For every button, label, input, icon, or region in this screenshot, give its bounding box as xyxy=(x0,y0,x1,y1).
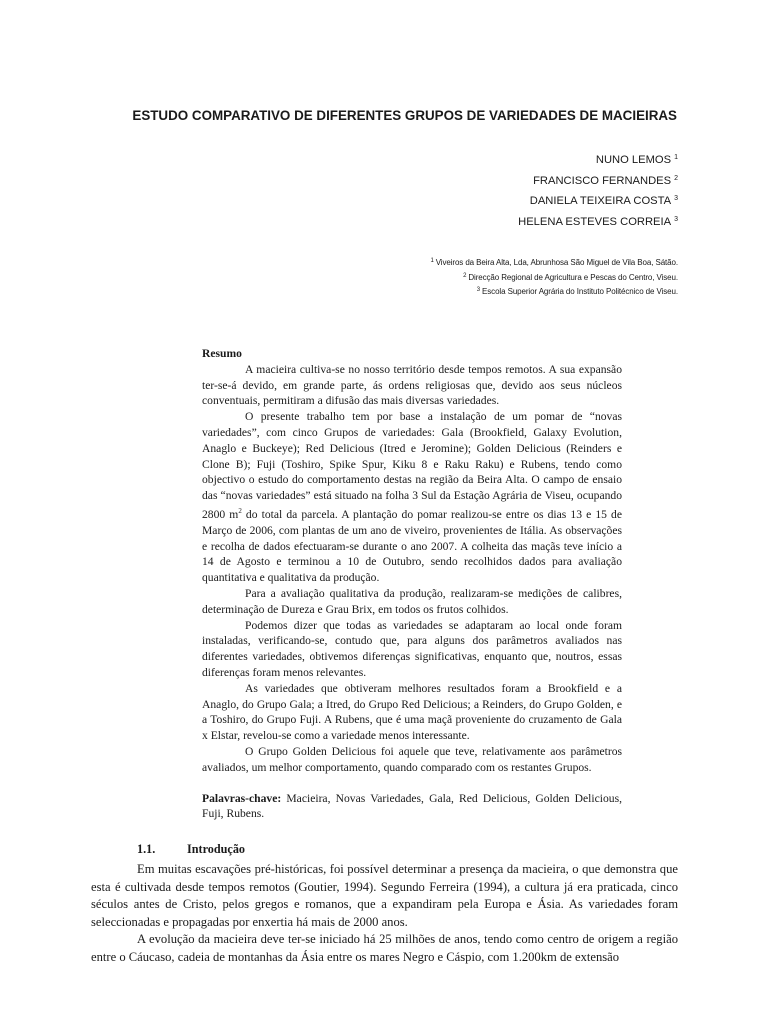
abstract-paragraph-1: A macieira cultiva-se no nosso território desde tempos remotos. A sua expansão ter-se-á devido, em grande parte, ás ordens religiosas que, devido aos seus núcleos conventuais, permitiram a difusão das mais diversas variedades. xyxy=(202,362,622,408)
author-affil-mark: 3 xyxy=(674,215,678,223)
abstract-paragraph-4: Podemos dizer que todas as variedades se adaptaram ao local onde foram instaladas, verificando-se, contudo que, para alguns dos parâmetros avaliados nas diferentes variedades, obtivemos diferenças significativas, enquanto que, noutros, essas diferenças foram menos relevantes. xyxy=(202,618,622,679)
affil-text: Direcção Regional de Agricultura e Pescas do Centro, Viseu. xyxy=(468,272,678,282)
abstract-paragraph-2 xyxy=(202,409,622,586)
author-3 xyxy=(518,190,678,211)
section-heading xyxy=(137,842,245,857)
keywords-list: Macieira, Novas Variedades, Gala, Red Delicious, Golden Delicious, Fuji, Rubens. xyxy=(202,791,622,821)
author-name: FRANCISCO FERNANDES xyxy=(533,174,672,187)
abstract-heading: Resumo xyxy=(202,347,242,360)
affiliation-3 xyxy=(430,284,678,299)
abstract-paragraph-6: O Grupo Golden Delicious foi aquele que teve, relativamente aos parâmetros avaliados, um melhor comportamento, quando comparado com os restantes Grupos. xyxy=(202,744,622,774)
affil-mark: 2 xyxy=(463,272,467,279)
author-affil-mark: 3 xyxy=(674,195,678,202)
abstract xyxy=(202,346,622,822)
abstract-paragraph-5: As variedades que obtiveram melhores resultados foram a Brookfield e a Anaglo, do Grupo Gala; a Itred, do Grupo Red Delicious; a Reinders, do Grupo Golden, e a Toshiro, do Grupo Fuji. A Rubens, que é uma maçã proveniente do cruzamento de Gala x Elstar, revelou-se como a variedade menos interessante. xyxy=(202,681,622,743)
affiliation-list xyxy=(430,255,678,299)
section-number: 1.1. xyxy=(137,842,156,856)
squared-superscript: 2 xyxy=(238,506,242,515)
author-name: HELENA ESTEVES CORREIA xyxy=(518,215,672,228)
affil-text: Escola Superior Agrária do Instituto Politécnico de Viseu. xyxy=(482,287,678,296)
affiliation-1 xyxy=(430,255,678,270)
keywords xyxy=(202,791,622,823)
affil-mark: 1 xyxy=(430,258,434,264)
intro-paragraph-1: Em muitas escavações pré-históricas, foi possível determinar a presença da macieira, o que demonstra que esta é cultivada desde tempos remotos (Goutier, 1994). Segundo Ferreira (1994), a cultura já era praticada, cinco séculos antes de Cristo, pelos gregos e romanos, que a expandiram pela Europa e Ásia. As variedades foram seleccionadas e propagadas por enxertia há mais de 2000 anos. xyxy=(91,862,678,929)
affil-text: Viveiros da Beira Alta, Lda, Abrunhosa São Miguel de Vila Boa, Sátão. xyxy=(435,258,678,267)
author-name: DANIELA TEIXEIRA COSTA xyxy=(529,195,672,207)
abstract-p2-text-a: O presente trabalho tem por base a instalação de um pomar de “novas variedades”, com cinco Grupos de variedades: Gala (Brookfield, Galaxy Evolution, Anaglo e Buckeye); Red Delicious (Itred e Jeromine); Golden Delicious (Reinders e Clone B); Fuji (Toshiro, Spike Spur, Kiku 8 e Raku Raku) e Rubens, tendo como objectivo o estudo do comportamento destas na região da Beira Alta. O campo de ensaio das “novas variedades” está situado na folha 3 Sul da Estação Agrária de Viseu, ocupando 2800 m xyxy=(202,410,622,521)
affiliation-2 xyxy=(430,270,678,285)
author-affil-mark: 2 xyxy=(674,174,678,182)
intro-paragraph-2: A evolução da macieira deve ter-se iniciado há 25 milhões de anos, tendo como centro de origem a região entre o Cáucaso, cadeia de montanhas da Ásia entre os mares Negro e Cáspio, com 1.200km de extensão xyxy=(91,932,678,964)
author-affil-mark: 1 xyxy=(674,154,678,161)
author-2 xyxy=(518,170,678,191)
section-title: Introdução xyxy=(187,842,246,856)
author-4 xyxy=(518,211,678,232)
keywords-label: Palavras-chave: xyxy=(202,791,282,805)
author-list xyxy=(518,149,678,231)
abstract-paragraph-3: Para a avaliação qualitativa da produção, realizaram-se medições de calibres, determinação de Dureza e Grau Brix, em todos os frutos colhidos. xyxy=(202,586,622,616)
abstract-p2-text-b: do total da parcela. A plantação do pomar realizou-se entre os dias 13 e 15 de Março de 2006, com plantas de um ano de viveiro, provenientes de Itália. As observações e recolha de dados efectuaram-se durante o ano 2007. A colheita das maçãs teve início a 14 de Agosto e terminou a 10 de Outubro, sendo recolhidos dados para avaliação quantitativa e qualitativa da produção. xyxy=(202,507,622,585)
introduction-body xyxy=(91,861,678,967)
author-name: NUNO LEMOS xyxy=(595,154,672,166)
paper-title: ESTUDO COMPARATIVO DE DIFERENTES GRUPOS DE VARIEDADES DE MACIEIRAS xyxy=(132,108,677,123)
affil-mark: 3 xyxy=(476,287,481,293)
author-1 xyxy=(518,149,678,170)
